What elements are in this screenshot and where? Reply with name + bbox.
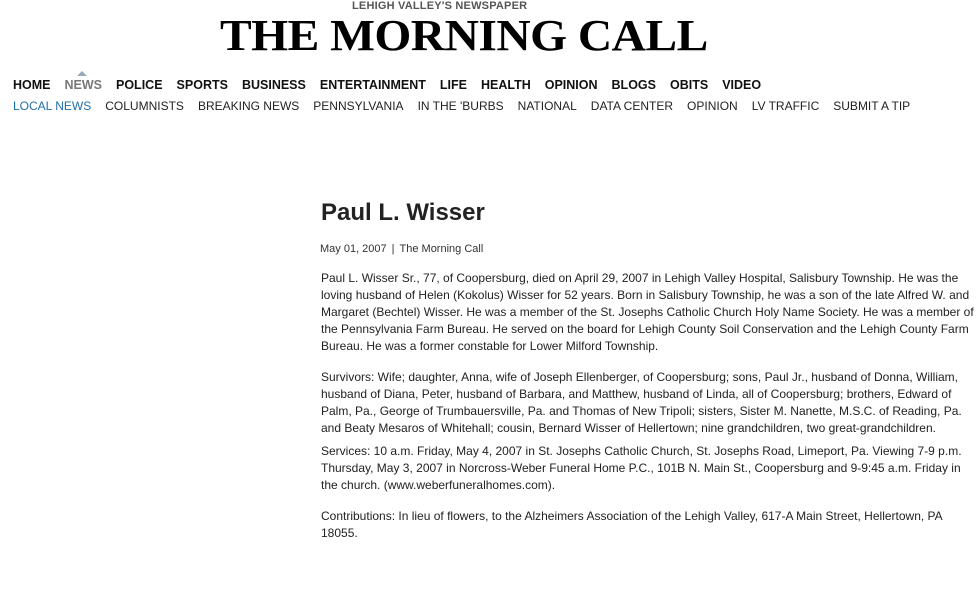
article-source: The Morning Call [399,243,484,255]
article-paragraph: Survivors: Wife; daughter, Anna, wife of Joseph Ellenberger, of Coopersburg; sons, Paul Jr., husband of Donna, William, husband of Diana, Peter, husband of Barbara, and Matthew, husband of Linda, all of Coopersburg; brothers, Edward of Palm, Pa., George of Trumbauersville, Pa. and Thomas of New Tripoli; sisters, Sister M. Nanette, M.S.C. of Reading, Pa. and Beaty Mesaros of Whitehall; cousin, Bernard Wisser of Hellertown; nine grandchildren, two great-grandchildren. [321,370,962,435]
nav-item-health[interactable]: HEALTH [480,78,531,92]
subnav-item-national[interactable]: NATIONAL [517,99,577,113]
article-paragraph: Contributions: In lieu of flowers, to the Alzheimers Association of the Lehigh Valley, 617-A Main Street, Hellertown, PA 18055. [321,509,942,540]
nav-item-news[interactable]: NEWS [64,78,102,92]
nav-item-police[interactable]: POLICE [116,78,163,92]
subnav-item-local-news[interactable]: LOCAL NEWS [13,99,92,113]
nav-item-obits[interactable]: OBITS [669,78,709,92]
nav-item-sports[interactable]: SPORTS [176,78,228,92]
secondary-nav [13,98,924,114]
masthead-tagline: LEHIGH VALLEY'S NEWSPAPER [352,0,528,12]
nav-item-business[interactable]: BUSINESS [241,78,306,92]
article-byline [320,242,975,256]
nav-item-video[interactable]: VIDEO [722,78,762,92]
nav-item-life[interactable]: LIFE [439,78,467,92]
subnav-item-lv-traffic[interactable]: LV TRAFFIC [751,99,820,113]
article-date: May 01, 2007 [320,243,387,255]
article [320,198,975,556]
nav-item-blogs[interactable]: BLOGS [611,78,656,92]
masthead [0,0,980,62]
subnav-item-in-the-burbs[interactable]: IN THE 'BURBS [417,99,504,113]
subnav-item-breaking-news[interactable]: BREAKING NEWS [197,99,300,113]
subnav-item-opinion[interactable]: OPINION [687,99,738,113]
nav-item-entertainment[interactable]: ENTERTAINMENT [319,78,426,92]
site-logo[interactable]: THE MORNING CALL [220,11,708,60]
primary-nav [13,77,775,93]
subnav-item-pennsylvania[interactable]: PENNSYLVANIA [313,99,404,113]
article-headline: Paul L. Wisser [321,199,485,226]
subnav-item-data-center[interactable]: DATA CENTER [590,99,674,113]
subnav-item-submit-a-tip[interactable]: SUBMIT A TIP [833,99,911,113]
article-paragraph: Paul L. Wisser Sr., 77, of Coopersburg, died on April 29, 2007 in Lehigh Valley Hospital, Salisbury Township. He was the loving husband of Helen (Kokolus) Wisser for 52 years. Born in Salisbury Township, he was a son of the late Alfred W. and Margaret (Bechtel) Wisser. He was a member of the St. Josephs Catholic Church Holy Name Society. He was a member of the Pennsylvania Farm Bureau. He served on the board for Lehigh County Soil Conservation and the Lehigh County Farm Bureau. He was a former constable for Lower Milford Township. [321,271,974,353]
subnav-item-columnists[interactable]: COLUMNISTS [105,99,184,113]
nav-item-opinion[interactable]: OPINION [544,78,598,92]
article-paragraph: Services: 10 a.m. Friday, May 4, 2007 in St. Josephs Catholic Church, St. Josephs Road, Limeport, Pa. Viewing 7-9 p.m. Thursday, May 3, 2007 in Norcross-Weber Funeral Home P.C., 101B N. Main St., Coopersburg and 9-9:45 a.m. Friday in the church. (www.weberfuneralhomes.com). [321,444,962,492]
nav-item-home[interactable]: HOME [13,78,51,92]
byline-separator: | [391,243,395,255]
